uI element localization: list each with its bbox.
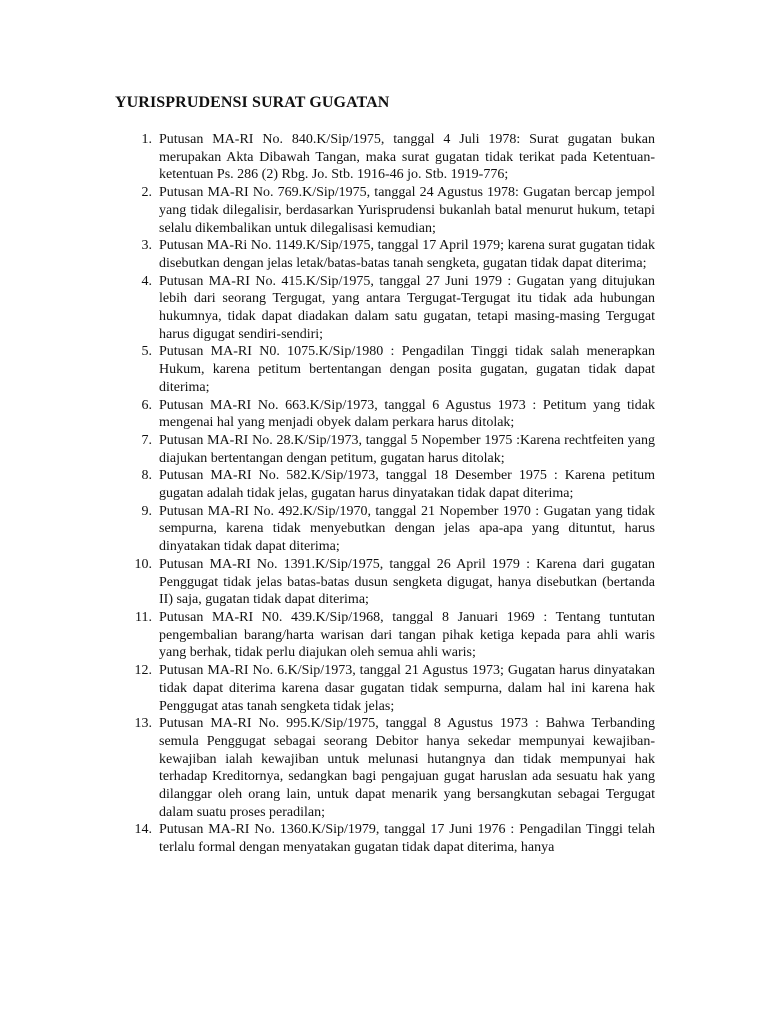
list-item xyxy=(115,556,655,609)
list-item xyxy=(115,397,655,432)
list-item xyxy=(115,662,655,715)
list-item-text: Putusan MA-RI No. 6.K/Sip/1973, tanggal 21 Agustus 1973; Gugatan harus dinyatakan tidak dapat diterima karena dasar gugatan tidak sempurna, dalam hal ini karena hak Penggugat atas tanah sengketa tidak jelas; xyxy=(159,663,655,714)
list-item xyxy=(115,184,655,237)
list-item xyxy=(115,503,655,556)
list-item-text: Putusan MA-RI No. 492.K/Sip/1970, tanggal 21 Nopember 1970 : Gugatan yang tidak sempurna, karena tidak menyebutkan dengan jelas apa-apa yang dituntut, harus dinyatakan tidak dapat diterima; xyxy=(159,503,655,555)
list-item-text: Putusan MA-RI No. 582.K/Sip/1973, tanggal 18 Desember 1975 : Karena petitum gugatan adalah tidak jelas, gugatan harus dinyatakan tidak dapat diterima; xyxy=(159,468,655,502)
list-item-number: 11. xyxy=(135,609,152,625)
list-item-number: 9. xyxy=(141,503,152,519)
list-item-number: 3. xyxy=(141,238,152,254)
list-item-number: 1. xyxy=(141,132,152,147)
list-item-number: 8. xyxy=(141,468,152,484)
list-item xyxy=(115,467,655,502)
list-item xyxy=(115,237,655,272)
list-item xyxy=(115,715,655,821)
list-item-number: 2. xyxy=(141,185,152,201)
list-item xyxy=(115,432,655,467)
list-item-text: Putusan MA-RI No. 1360.K/Sip/1979, tanggal 17 Juni 1976 : Pengadilan Tinggi telah terlalu formal dengan menyatakan gugatan tidak dapat diterima, hanya xyxy=(159,822,655,856)
list-item xyxy=(115,273,655,344)
list-item-text: Putusan MA-RI No. 415.K/Sip/1975, tanggal 27 Juni 1979 : Gugatan yang ditujukan lebih dari seorang Tergugat, yang antara Tergugat-Tergugat itu tidak ada hubungan hukumnya, tidak dapat diadakan dalam satu gugatan, tetapi masing-masing Tergugat harus digugat sendiri-sendiri; xyxy=(159,273,655,342)
list-item xyxy=(115,131,655,184)
list-item-number: 14. xyxy=(134,822,152,838)
list-item xyxy=(115,609,655,662)
list-item-number: 12. xyxy=(134,663,152,679)
list-item xyxy=(115,821,655,856)
list-item-text: Putusan MA-RI No. 28.K/Sip/1973, tanggal 5 Nopember 1975 :Karena rechtfeiten yang diajukan bertentangan dengan petitum, gugatan harus ditolak; xyxy=(159,432,655,466)
document-title: YURISPRUDENSI SURAT GUGATAN xyxy=(115,94,390,111)
list-item-number: 10. xyxy=(134,556,152,572)
list-item-text: Putusan MA-RI No. 840.K/Sip/1975, tanggal 4 Juli 1978: Surat gugatan bukan merupakan Akta Dibawah Tangan, maka surat gugatan tidak terikat pada Ketentuan-ketentuan Ps. 286 (2) Rbg. Jo. Stb. 1916-46 jo. Stb. 1919-776; xyxy=(159,132,655,183)
list-item xyxy=(115,343,655,396)
list-item-text: Putusan MA-RI N0. 1075.K/Sip/1980 : Pengadilan Tinggi tidak salah menerapkan Hukum, karena petitum bertentangan dengan posita gugatan, gugatan tidak dapat diterima; xyxy=(159,344,655,395)
list-item-number: 13. xyxy=(134,716,152,732)
list-item-text: Putusan MA-RI No. 769.K/Sip/1975, tanggal 24 Agustus 1978: Gugatan bercap jempol yang tidak dilegalisir, berdasarkan Yurisprudensi bukanlah batal menurut hukum, tetapi selalu dikembalikan untuk dilegalisasi kemudian; xyxy=(159,185,655,236)
list-item-text: Putusan MA-Ri No. 1149.K/Sip/1975, tanggal 17 April 1979; karena surat gugatan tidak disebutkan dengan jelas letak/batas-batas tanah sengketa, gugatan tidak dapat diterima; xyxy=(159,238,655,271)
list-item-text: Putusan MA-RI No. 995.K/Sip/1975, tanggal 8 Agustus 1973 : Bahwa Terbanding semula Penggugat sebagai seorang Debitor hanya sekedar mempunyai kewajiban-kewajiban ialah kewajiban untuk melunasi hutangnya dan tidak mempunyai hak terhadap Kreditornya, sedangkan bagi pengajuan gugat haruslan ada sesuatu hak yang dilanggar oleh orang lain, untuk dapat menarik yang bersangkutan sebagai Tergugat dalam suatu proses peradilan; xyxy=(159,716,655,820)
list-item-number: 6. xyxy=(141,397,152,413)
list-item-text: Putusan MA-RI N0. 439.K/Sip/1968, tanggal 8 Januari 1969 : Tentang tuntutan pengembalian barang/harta warisan dari tangan pihak ketiga kepada para ahli waris yang berhak, tidak perlu diajukan oleh semua ahli waris; xyxy=(159,609,655,661)
list-item-text: Putusan MA-RI No. 1391.K/Sip/1975, tanggal 26 April 1979 : Karena dari gugatan Penggugat tidak jelas batas-batas dusun sengketa digugat, hanya disebutkan (bertanda II) saja, gugatan tidak dapat diterima; xyxy=(159,556,655,608)
list-item-number: 5. xyxy=(141,344,152,360)
jurisprudence-list xyxy=(115,131,655,857)
list-item-number: 4. xyxy=(141,273,152,289)
list-item-number: 7. xyxy=(141,432,152,448)
list-item-text: Putusan MA-RI No. 663.K/Sip/1973, tanggal 6 Agustus 1973 : Petitum yang tidak mengenai hal yang menjadi obyek dalam perkara harus ditolak; xyxy=(159,397,655,431)
